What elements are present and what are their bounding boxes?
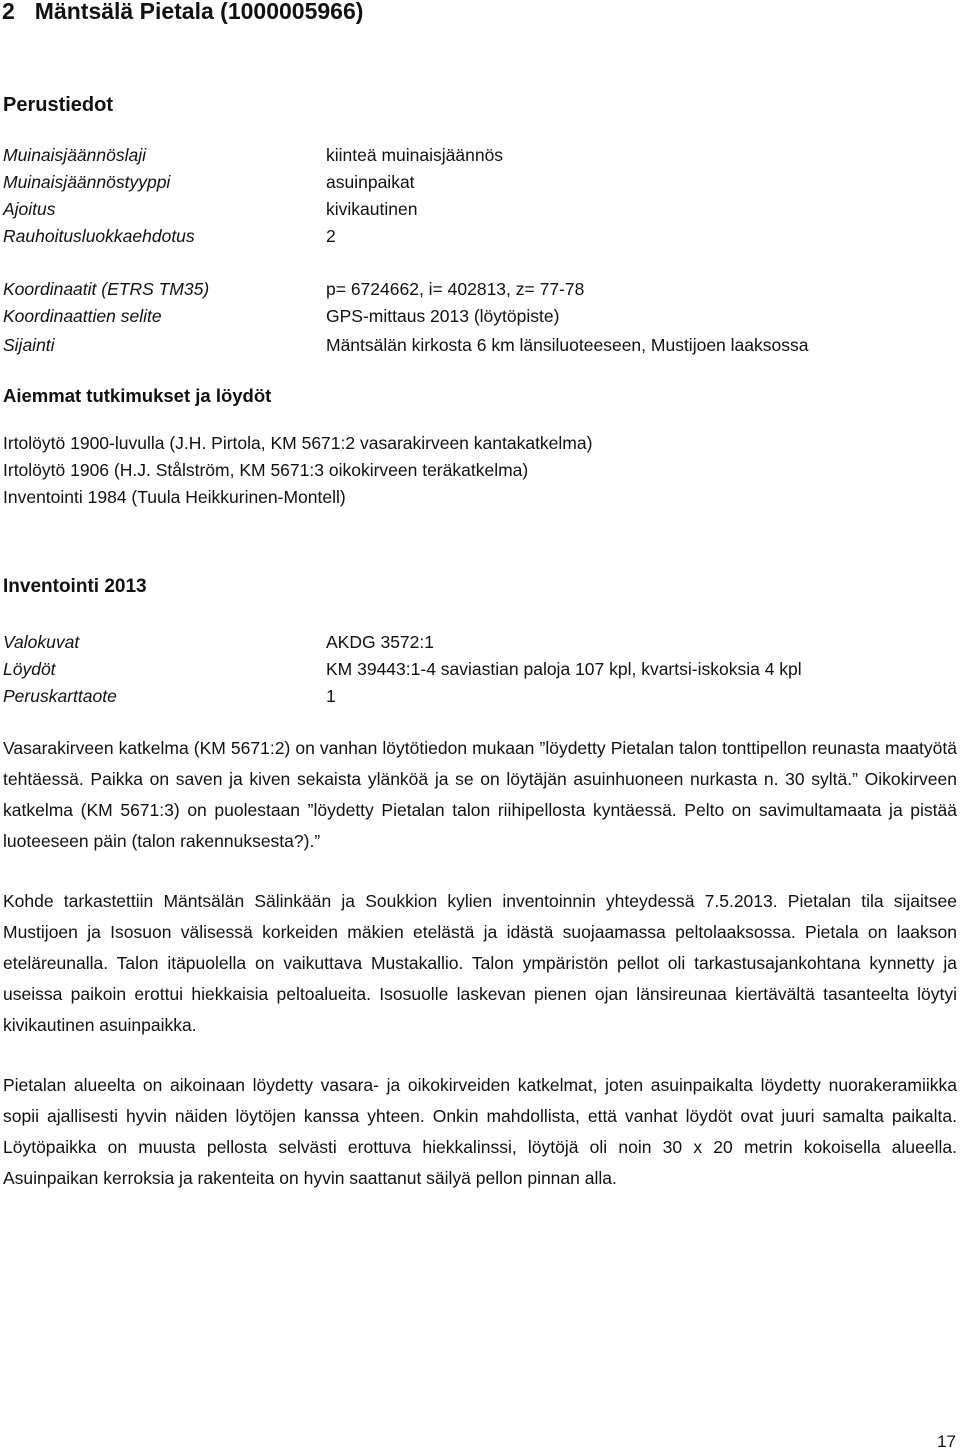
aiemmat-heading: Aiemmat tutkimukset ja löydöt — [3, 385, 272, 406]
aiemmat-line: Irtolöytö 1900-luvulla (J.H. Pirtola, KM 5671:2 vasarakirveen kantakatkelma) — [3, 433, 593, 453]
info-key: Valokuvat — [3, 632, 80, 652]
info-row-sijainti — [3, 335, 958, 361]
info-value: p= 6724662, i= 402813, z= 77-78 — [326, 279, 585, 299]
info-value: asuinpaikat — [326, 172, 415, 192]
info-value: 2 — [326, 226, 336, 246]
info-key: Muinaisjäännöslaji — [3, 145, 146, 165]
info-row-muinaisjaannostyyppi — [3, 172, 958, 198]
body-paragraph: Pietalan alueelta on aikoinaan löydetty vasara- ja oikokirveiden katkelmat, joten asuinpaikalta löydetty nuorakeramiikka sopii ajallisesti hyvin näiden löytöjen kanssa yhteen. Onkin mahdollista, että vanhat löydöt ovat juuri samalta paikalta. Löytöpaikka on muusta pellosta selvästi erottuva hiekkalinssi, löytöjä oli noin 30 x 20 metrin kokoisella alueella. Asuinpaikan kerroksia ja rakenteita on hyvin saattanut säilyä pellon pinnan alla. — [3, 1075, 957, 1188]
inv-row-peruskarttaote — [3, 686, 958, 712]
info-value: kivikautinen — [326, 199, 418, 219]
inventointi-heading: Inventointi 2013 — [3, 576, 147, 597]
info-row-koordinaatit — [3, 279, 958, 305]
info-key: Sijainti — [3, 335, 55, 355]
info-row-koordinaattien-selite — [3, 306, 958, 332]
inv-row-valokuvat — [3, 632, 958, 658]
section-title: Mäntsälä Pietala (1000005966) — [34, 0, 364, 24]
info-key: Ajoitus — [3, 199, 56, 219]
info-key: Rauhoitusluokkaehdotus — [3, 226, 195, 246]
body-paragraph: Kohde tarkastettiin Mäntsälän Sälinkään ja Soukkion kylien inventoinnin yhteydessä 7.5.2013. Pietalan tila sijaitsee Mustijoen ja Isosuon välisessä korkeiden mäkien etelästä ja idästä suojaamassa peltolaaksossa. Pietala on laakson eteläreunalla. Talon itäpuolella on vaikuttava Mustakallio. Talon ympäristön pellot oli tarkastusajankohtana kynnetty ja useissa paikoin erottui hiekkaisia peltoalueita. Isosuolle laskevan pienen ojan länsireunaa kiertävältä tasanteelta löytyi kivikautinen asuinpaikka. — [3, 891, 957, 1035]
inv-row-loydot — [3, 659, 958, 685]
info-key: Peruskarttaote — [3, 686, 117, 706]
section-number: 2 — [2, 0, 15, 24]
info-value: Mäntsälän kirkosta 6 km länsiluoteeseen, Mustijoen laaksossa — [326, 335, 809, 355]
info-key: Löydöt — [3, 659, 56, 679]
info-row-ajoitus — [3, 199, 958, 225]
info-value: 1 — [326, 686, 336, 706]
page-number: 17 — [937, 1432, 956, 1451]
info-value: AKDG 3572:1 — [326, 632, 434, 652]
body-paragraph: Vasarakirveen katkelma (KM 5671:2) on vanhan löytötiedon mukaan ”löydetty Pietalan talon tonttipellon reunasta maatyötä tehtäessä. Paikka on saven ja kiven sekaista ylänköä ja se on löytäjän asuinhuoneen nurkasta n. 30 syltä.” Oikokirveen katkelma (KM 5671:3) on puolestaan ”löydetty Pietalan talon riihipellosta kyntäessä. Pelto on savimultamaata ja pistää luoteeseen päin (talon rakennuksesta?).” — [3, 738, 957, 851]
aiemmat-line: Inventointi 1984 (Tuula Heikkurinen-Montell) — [3, 487, 346, 507]
info-value: kiinteä muinaisjäännös — [326, 145, 504, 165]
info-key: Koordinaatit (ETRS TM35) — [3, 279, 210, 299]
info-key: Muinaisjäännöstyyppi — [3, 172, 171, 192]
info-key: Koordinaattien selite — [3, 306, 162, 326]
info-row-rauhoitusluokkaehdotus — [3, 226, 958, 252]
info-value: GPS-mittaus 2013 (löytöpiste) — [326, 306, 560, 326]
perustiedot-heading: Perustiedot — [3, 94, 114, 116]
info-row-muinaisjaannoslaji — [3, 145, 958, 171]
page-title — [2, 0, 363, 25]
aiemmat-line: Irtolöytö 1906 (H.J. Stålström, KM 5671:3 oikokirveen teräkatkelma) — [3, 460, 529, 480]
info-value: KM 39443:1-4 saviastian paloja 107 kpl, kvartsi-iskoksia 4 kpl — [326, 659, 802, 679]
